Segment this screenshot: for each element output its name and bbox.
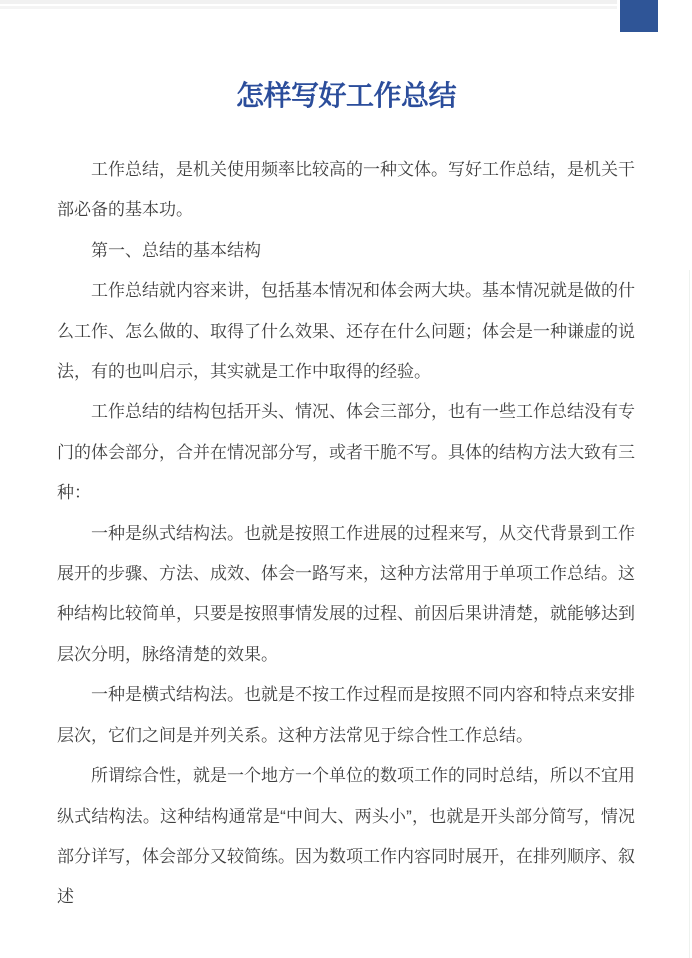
section-heading: 第一、总结的基本结构 bbox=[91, 240, 261, 260]
page-right-edge bbox=[689, 270, 690, 958]
paragraph: 工作总结的结构包括开头、情况、体会三部分，也有一些工作总结没有专门的体会部分，合并在情况部分写，或者干脆不写。具体的结构方法大致有三种： bbox=[57, 402, 635, 503]
paragraph: 一种是纵式结构法。也就是按照工作进展的过程来写，从交代背景到工作展开的步骤、方法、成效、体会一路写来，这种方法常用于单项工作总结。这种结构比较简单，只要是按照事情发展的过程、前因后果讲清楚，就能够达到层次分明，脉络清楚的效果。 bbox=[57, 523, 635, 664]
document-content bbox=[57, 0, 635, 918]
document-title: 怎样写好工作总结 bbox=[235, 80, 456, 111]
paragraph: 工作总结，是机关使用频率比较高的一种文体。写好工作总结，是机关干部必备的基本功。 bbox=[57, 160, 635, 220]
document-body bbox=[57, 150, 635, 918]
paragraph: 一种是横式结构法。也就是不按工作过程而是按照不同内容和特点来安排层次，它们之间是并列关系。这种方法常见于综合性工作总结。 bbox=[57, 685, 635, 745]
paragraph: 所谓综合性，就是一个地方一个单位的数项工作的同时总结，所以不宜用纵式结构法。这种结构通常是“中间大、两头小”，也就是开头部分简写，情况部分详写，体会部分又较简练。因为数项工作内容同时展开，在排列顺序、叙述 bbox=[57, 766, 635, 907]
paragraph: 工作总结就内容来讲，包括基本情况和体会两大块。基本情况就是做的什么工作、怎么做的、取得了什么效果、还存在什么问题；体会是一种谦虚的说法，有的也叫启示，其实就是工作中取得的经验。 bbox=[57, 281, 635, 382]
